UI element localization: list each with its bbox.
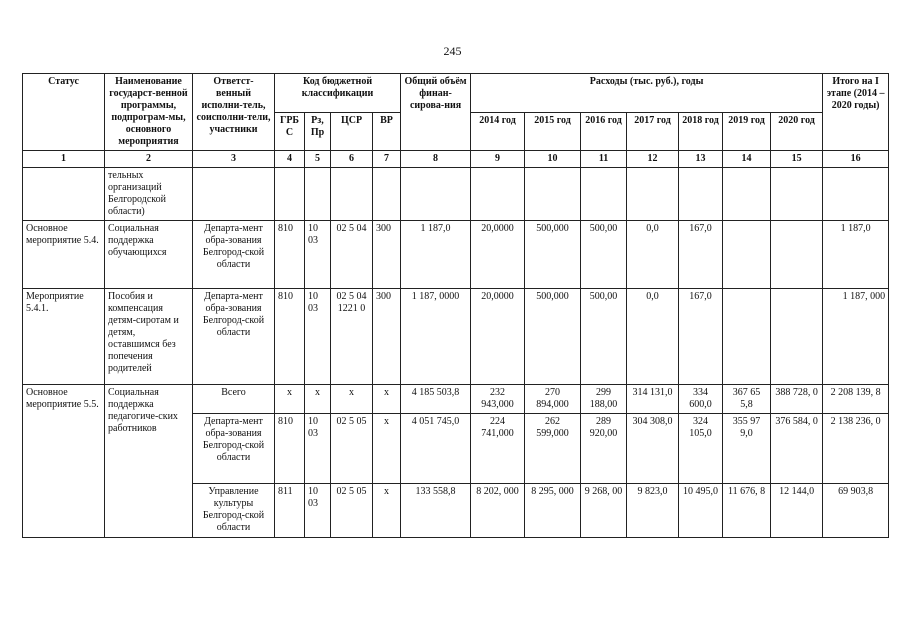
cell-stage-total: 1 187, 000 [823,289,889,385]
header-grbs: ГРБ С [275,112,305,151]
column-index: 11 [581,151,627,168]
header-stage-total: Итого на I этапе (2014 – 2020 годы) [823,74,889,151]
cell-vr: х [373,414,401,484]
cell-2018: 167,0 [679,221,723,289]
cell-csr: 02 5 05 [331,414,373,484]
cell-2018: 10 495,0 [679,484,723,538]
cell-stage-total: 2 208 139, 8 [823,385,889,414]
column-index: 1 [23,151,105,168]
cell-csr: 02 5 04 1221 0 [331,289,373,385]
cell-responsible: Управление культуры Белгород-ской области [193,484,275,538]
cell-2019: 367 65 5,8 [723,385,771,414]
cell-responsible: Департа-мент обра-зования Белгород-ской области [193,414,275,484]
cell-2017: 0,0 [627,289,679,385]
cell-2015: 500,000 [525,221,581,289]
table-row-continuation [23,168,889,221]
cell-stage-total: 2 138 236, 0 [823,414,889,484]
column-index: 7 [373,151,401,168]
column-index: 9 [471,151,525,168]
header-year-2014: 2014 год [471,112,525,151]
cell-total: 1 187, 0000 [401,289,471,385]
cell-vr: х [373,385,401,414]
table-row-5-4 [23,221,889,289]
header-year-2019: 2019 год [723,112,771,151]
cell-2014: 8 202, 000 [471,484,525,538]
column-index: 10 [525,151,581,168]
header-year-2020: 2020 год [771,112,823,151]
cell-2014: 224 741,000 [471,414,525,484]
cell-rzpr: 10 03 [305,221,331,289]
cell-grbs: 810 [275,221,305,289]
cell-2019: 355 97 9,0 [723,414,771,484]
cell-grbs: 810 [275,414,305,484]
header-year-2016: 2016 год [581,112,627,151]
page-number: 245 [443,44,462,58]
header-rzpr: Рз, Пр [305,112,331,151]
cell-name: Социальная поддержка обучающихся [105,221,193,289]
header-year-2017: 2017 год [627,112,679,151]
column-index: 15 [771,151,823,168]
header-expenses: Расходы (тыс. руб.), годы [471,74,823,113]
cell-2016: 500,00 [581,289,627,385]
cell-2017: 314 131,0 [627,385,679,414]
header-year-2018: 2018 год [679,112,723,151]
column-index-row [23,151,889,168]
cell-2018: 324 105,0 [679,414,723,484]
cell-csr: 02 5 04 [331,221,373,289]
header-csr: ЦСР [331,112,373,151]
cell-2018: 334 600,0 [679,385,723,414]
header-row-1 [23,74,889,113]
cell-responsible: Всего [193,385,275,414]
cell-total: 4 185 503,8 [401,385,471,414]
cell-rzpr: х [305,385,331,414]
cell-rzpr: 10 03 [305,484,331,538]
cell-2017: 0,0 [627,221,679,289]
cell-csr: 02 5 05 [331,484,373,538]
cell-total: 1 187,0 [401,221,471,289]
column-index: 14 [723,151,771,168]
cell-2014: 232 943,000 [471,385,525,414]
cell-vr: 300 [373,289,401,385]
cell-2019 [723,289,771,385]
cell-name: Социальная поддержка педагогиче-ских работников [105,385,193,538]
cell-responsible: Департа-мент обра-зования Белгород-ской области [193,221,275,289]
cell-2019: 11 676, 8 [723,484,771,538]
column-index: 4 [275,151,305,168]
table-row-5-5-total [23,385,889,414]
cell-status: Основное мероприятие 5.4. [23,221,105,289]
column-index: 8 [401,151,471,168]
cell-status: Мероприятие 5.4.1. [23,289,105,385]
cell-csr: х [331,385,373,414]
cell-2018: 167,0 [679,289,723,385]
cell-total: 4 051 745,0 [401,414,471,484]
cell-2020: 376 584, 0 [771,414,823,484]
cell-rzpr: 10 03 [305,414,331,484]
column-index: 2 [105,151,193,168]
cell-vr: х [373,484,401,538]
cell-name: тельных организаций Белгородской области) [105,168,193,221]
cell-rzpr: 10 03 [305,289,331,385]
column-index: 13 [679,151,723,168]
cell-2016: 9 268, 00 [581,484,627,538]
cell-name: Пособия и компенсация детям-сиротам и детям, оставшимся без попечения родителей [105,289,193,385]
header-responsible: Ответст-венный исполни-тель, соисполни-тели, участники [193,74,275,151]
header-year-2015: 2015 год [525,112,581,151]
cell-total: 133 558,8 [401,484,471,538]
cell-2016: 299 188,00 [581,385,627,414]
cell-2020 [771,221,823,289]
column-index: 5 [305,151,331,168]
cell-grbs: 811 [275,484,305,538]
cell-2020 [771,289,823,385]
cell-2016: 500,00 [581,221,627,289]
column-index: 6 [331,151,373,168]
cell-grbs: х [275,385,305,414]
cell-stage-total: 1 187,0 [823,221,889,289]
cell-2017: 9 823,0 [627,484,679,538]
cell-2014: 20,0000 [471,221,525,289]
column-index: 16 [823,151,889,168]
header-name: Наименование государст-венной программы, подпрограм-мы, основного мероприятия [105,74,193,151]
column-index: 12 [627,151,679,168]
header-status: Статус [23,74,105,151]
table-row-5-4-1 [23,289,889,385]
cell-2015: 270 894,000 [525,385,581,414]
cell-2014: 20,0000 [471,289,525,385]
column-index: 3 [193,151,275,168]
header-total: Общий объём финан-сирова-ния [401,74,471,151]
cell-grbs: 810 [275,289,305,385]
cell-2019 [723,221,771,289]
cell-responsible: Департа-мент обра-зования Белгород-ской области [193,289,275,385]
header-vr: ВР [373,112,401,151]
cell-2015: 262 599,000 [525,414,581,484]
cell-2016: 289 920,00 [581,414,627,484]
cell-2017: 304 308,0 [627,414,679,484]
cell-stage-total: 69 903,8 [823,484,889,538]
cell-2015: 8 295, 000 [525,484,581,538]
cell-status: Основное мероприятие 5.5. [23,385,105,538]
cell-vr: 300 [373,221,401,289]
budget-table [22,73,889,538]
cell-2015: 500,000 [525,289,581,385]
cell-2020: 388 728, 0 [771,385,823,414]
header-budget-code: Код бюджетной классификации [275,74,401,113]
cell-2020: 12 144,0 [771,484,823,538]
